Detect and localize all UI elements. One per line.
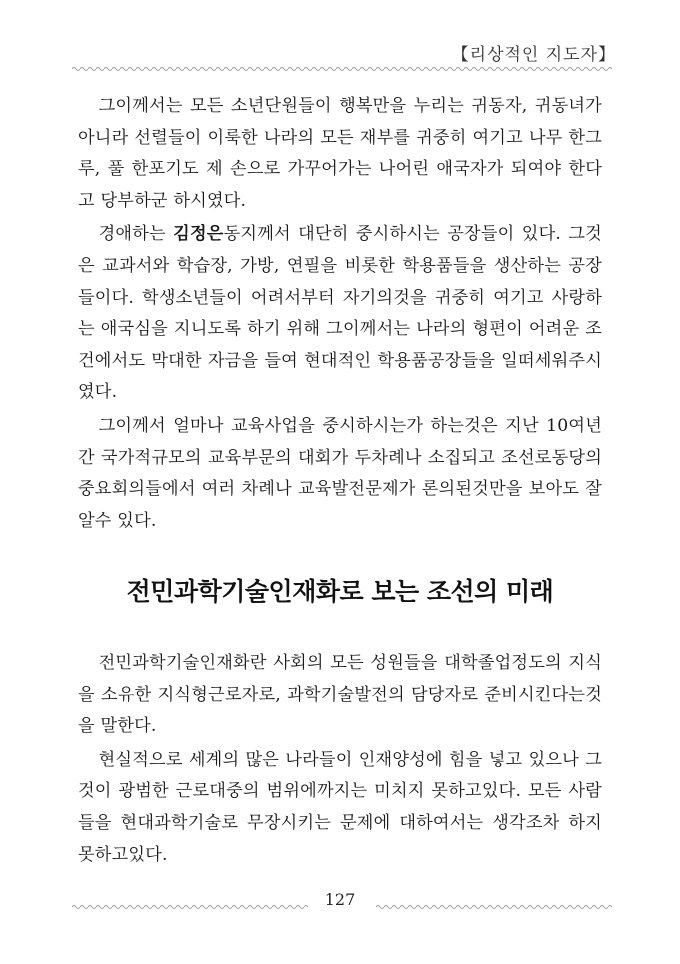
paragraph: 전민과학기술인재화란 사회의 모든 성원들을 대학졸업정도의 지식을 소유한 지식형근로자로, 과학기술발전의 담당자로 준비시킨다는것을 말한다. [78, 653, 602, 737]
body-section-2 [78, 648, 602, 871]
paragraph [78, 219, 602, 409]
paragraph-text: 경애하는 [98, 224, 174, 245]
leader-name-emphasis: 김정은 [173, 224, 224, 245]
paragraph: 현실적으로 세계의 많은 나라들이 인재양성에 힘을 넣고 있으나 그것이 광범한 근로대중의 범위에까지는 미치지 못하고있다. 모든 사람들을 현대과학기술로 무장시키는 문제에 대하여서는 생각조차 하지 못하고있다. [78, 749, 602, 865]
footer-divider-right [376, 904, 612, 910]
running-header-title: 【리상적인 지도자】 [451, 45, 616, 65]
body-section-1 [78, 91, 602, 537]
section-heading: 전민과학기술인재화로 보는 조선의 미래 [126, 577, 554, 606]
paragraph: 그이께서 얼마나 교육사업을 중시하시는가 하는것은 지난 10여년간 국가적규모의 교육부문의 대회가 두차례나 소집되고 조선로동당의 중요회의들에서 여러 차례나 교육발전문제가 론의된것만을 보아도 잘 알수 있다. [78, 415, 602, 531]
paragraph-text: 동지께서 대단히 중시하시는 공장들이 있다. 그것은 교과서와 학습장, 가방, 연필을 비롯한 학용품들을 생산하는 공장들이다. 학생소년들이 어려서부터 자기의것을 귀중히 여기고 사랑하는 애국심을 지니도록 하기 위해 그이께서는 나라의 형편이 어려운 조건에서도 막대한 자금을 들여 현대적인 학용품공장들을 일떠세워주시였다. [78, 224, 602, 403]
header-divider [72, 66, 612, 72]
paragraph: 그이께서는 모든 소년단원들이 행복만을 누리는 귀동자, 귀동녀가 아니라 선렬들이 이룩한 나라의 모든 재부를 귀중히 여기고 나무 한그루, 풀 한포기도 제 손으로 가꾸어가는 나어린 애국자가 되여야 한다고 당부하군 하시였다. [78, 96, 602, 211]
page-number: 127 [324, 890, 356, 909]
